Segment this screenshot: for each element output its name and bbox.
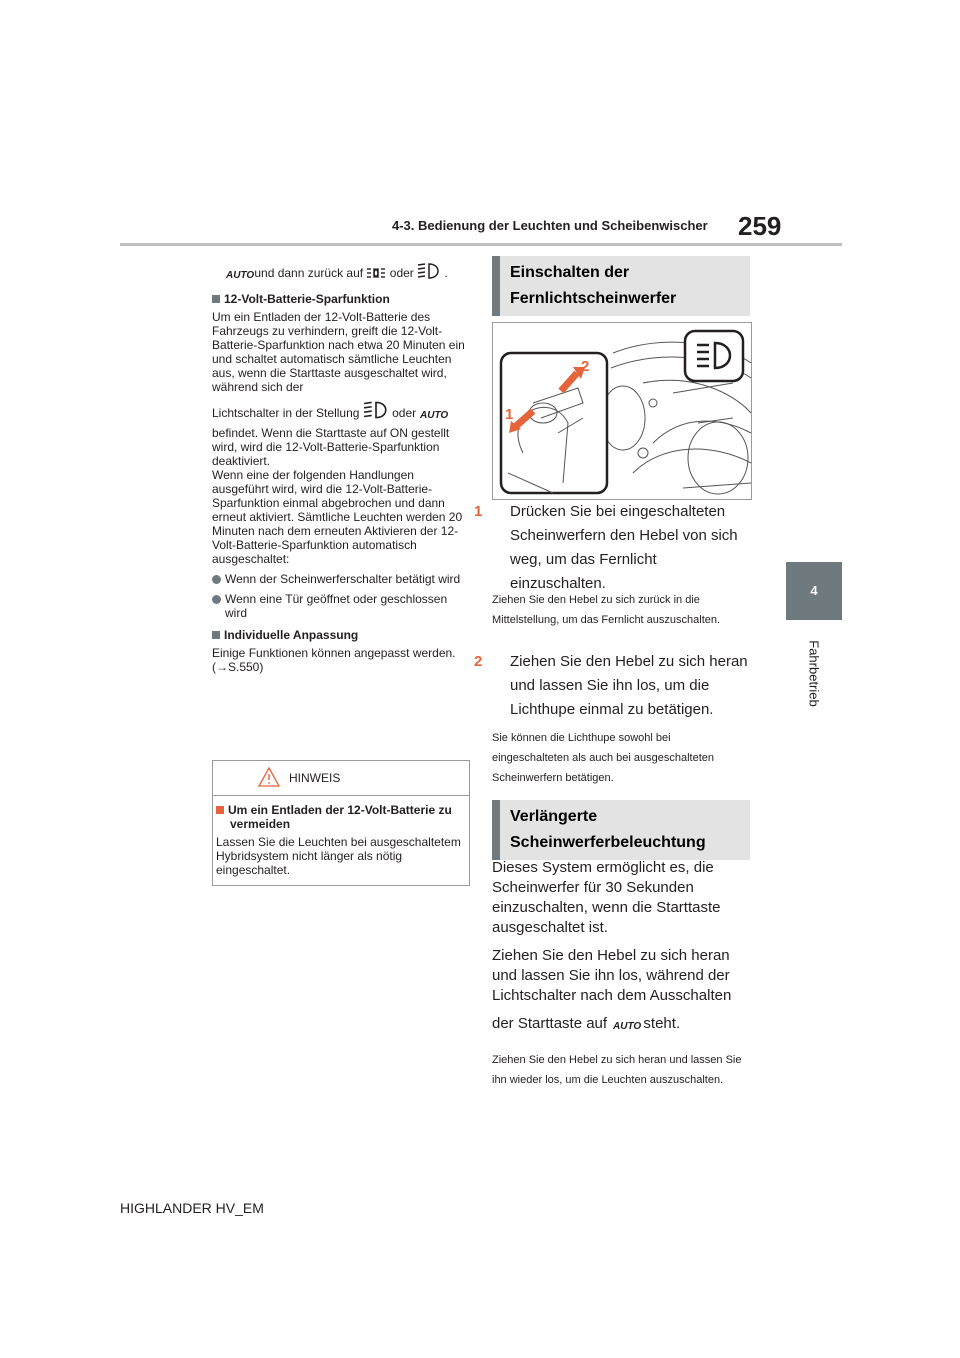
headlight-icon — [417, 262, 441, 280]
extended-paragraph-1: Dieses System ermöglicht es, die Scheinwerfer für 30 Sekunden einzuschalten, wenn die Starttaste ausgeschaltet ist. — [492, 859, 721, 936]
battery-paragraph-3: befindet. Wenn die Starttaste auf ON gestellt wird, wird die 12-Volt-Batterie-Sparfunktion deaktiviert. — [212, 426, 450, 468]
svg-text:AUTO: AUTO — [420, 410, 449, 421]
extended-paragraph-3: der Starttaste auf AUTO steht. — [492, 1015, 681, 1032]
step-1-text: Drücken Sie bei eingeschalteten Scheinwerfern den Hebel von sich weg, um das Fernlicht einzuschalten. — [510, 503, 738, 592]
auto-icon — [419, 408, 449, 421]
battery-title: 12-Volt-Batterie-Sparfunktion — [212, 292, 468, 306]
step-1-number: 1 — [474, 503, 483, 520]
note-label: HINWEIS — [289, 771, 341, 785]
note-header — [213, 761, 469, 796]
battery-paragraph-2: Lichtschalter in der Stellung oder AUTO — [212, 400, 468, 420]
footer-model: HIGHLANDER HV_EM — [120, 1200, 264, 1216]
header-rule — [120, 243, 842, 246]
svg-text:AUTO: AUTO — [613, 1021, 642, 1032]
battery-paragraph-1: Um ein Entladen der 12-Volt-Batterie des Fahrzeugs zu verhindern, greift die 12-Volt-Batterie-Sparfunktion nach etwa 20 Minuten ein und schaltet automatisch sämtliche Leuchten aus, wenn die Starttaste ausgeschaltet wird, während sich der — [212, 310, 465, 394]
step-2 — [474, 650, 750, 722]
heading-extended-lighting: Verlängerte Scheinwerferbeleuchtung — [492, 800, 750, 860]
square-bullet-icon — [216, 806, 224, 814]
auto-icon — [225, 268, 255, 281]
section-title: 4-3. Bedienung der Leuchten und Scheibenwischer — [392, 218, 708, 233]
heading-high-beam: Einschalten der Fernlichtscheinwerfer — [492, 256, 750, 316]
callout-2: 2 — [581, 358, 590, 375]
cont-text-b: oder — [389, 266, 414, 280]
step-2-text: Ziehen Sie den Hebel zu sich heran und lassen Sie ihn los, um die Lichthupe einmal zu betätigen. — [510, 653, 748, 718]
continuation-line — [212, 262, 468, 280]
step-2-number: 2 — [474, 653, 483, 670]
lever-drawing — [493, 323, 751, 499]
chapter-number-tab: 4 — [786, 562, 842, 620]
extended-text — [492, 858, 750, 1090]
note-title: Um ein Entladen der 12-Volt-Batterie zu vermeiden — [216, 803, 469, 831]
battery-paragraph-4: Wenn eine der folgenden Handlungen ausgeführt wird, wird die 12-Volt-Batterie-Sparfunktion einmal abgebrochen und dann erneut aktiviert. Sämtliche Leuchten werden 20 Minuten nach dem erneuten Aktivieren der 12-Volt-Batterie-Sparfunktion automatisch ausgeschaltet: — [212, 468, 463, 566]
square-bullet-icon — [212, 631, 220, 639]
cont-text-c: . — [444, 266, 448, 280]
step-1-note: Ziehen Sie den Hebel zu sich zurück in die Mittelstellung, um das Fernlicht auszuschalten. — [492, 594, 721, 626]
extended-paragraph-2: Ziehen Sie den Hebel zu sich heran und lassen Sie ihn los, während der Lichtschalter nach dem Ausschalten — [492, 947, 732, 1004]
custom-title: Individuelle Anpassung — [212, 628, 468, 642]
chapter-label-text: Fahrbetrieb — [806, 640, 822, 707]
list-item: Wenn der Scheinwerferschalter betätigt wird — [212, 572, 468, 586]
callout-1: 1 — [505, 406, 514, 423]
left-column — [212, 262, 468, 682]
chapter-label — [786, 626, 842, 736]
step-1 — [474, 500, 750, 596]
svg-text:AUTO: AUTO — [226, 270, 255, 281]
parking-light-icon — [366, 266, 386, 280]
extended-note: Ziehen Sie den Hebel zu sich heran und lassen Sie ihn wieder los, um die Leuchten auszuschalten. — [492, 1054, 742, 1086]
step-2-note: Sie können die Lichthupe sowohl bei eingeschalteten als auch bei ausgeschalteten Scheinwerfern betätigen. — [492, 732, 714, 784]
note-body — [213, 796, 469, 877]
square-bullet-icon — [212, 295, 220, 303]
note-box — [212, 760, 470, 886]
note-text: Lassen Sie die Leuchten bei ausgeschaltetem Hybridsystem nicht länger als nötig eingeschaltet. — [216, 835, 461, 877]
page-number: 259 — [738, 211, 782, 241]
lever-illustration — [492, 322, 752, 500]
list-item: Wenn eine Tür geöffnet oder geschlossen wird — [212, 592, 468, 620]
round-bullet-icon — [212, 575, 221, 584]
round-bullet-icon — [212, 595, 221, 604]
custom-text: Einige Funktionen können angepasst werden. (→S.550) — [212, 646, 456, 674]
auto-icon — [611, 1019, 642, 1032]
headlight-icon — [363, 400, 389, 420]
warning-triangle-icon — [257, 766, 281, 788]
cont-text-a: und dann zurück auf — [254, 266, 364, 280]
